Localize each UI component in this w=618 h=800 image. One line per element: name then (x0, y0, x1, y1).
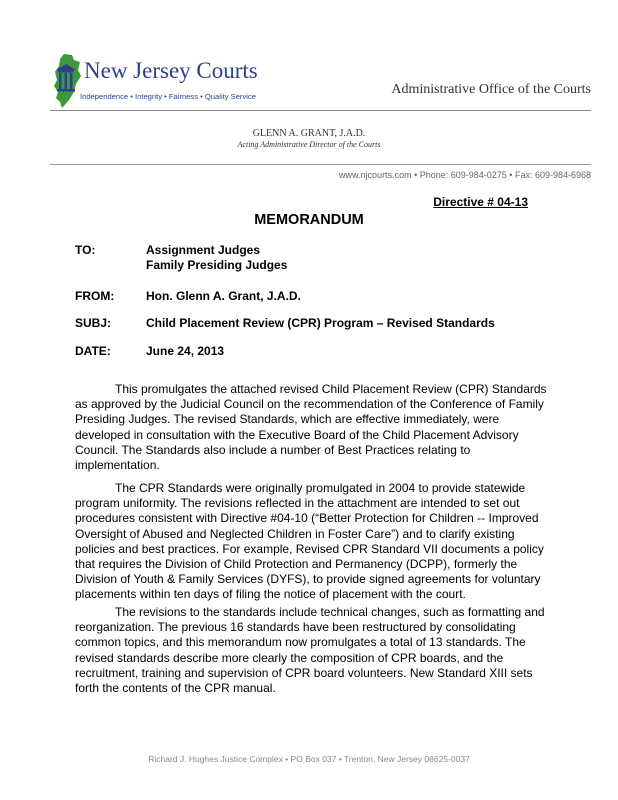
paragraph-text: This promulgates the attached revised Child Placement Review (CPR) Standards as approved by the Judicial Council on the recommendation of the Conference of Family Presiding Judges. The revised Standards, which are effective immediately, were developed in consultation with the Executive Board of the Child Placement Advisory Council. The Standards also include a number of Best Practices relating to implementation. (75, 382, 547, 473)
directive-number: Directive # 04-13 (433, 195, 528, 209)
memo-title: MEMORANDUM (254, 212, 364, 228)
to-recipient-1: Assignment Judges (146, 243, 261, 257)
date-value: June 24, 2013 (146, 344, 225, 358)
director-title: Acting Administrative Director of the Courts (237, 140, 381, 149)
contact-line: www.njcourts.com • Phone: 609-984-0275 • Fax: 609-984-6968 (339, 170, 591, 180)
office-name: Administrative Office of the Courts (391, 82, 591, 97)
date-label: DATE: (75, 344, 111, 358)
paragraph-3 (75, 605, 550, 696)
director-block (0, 128, 618, 149)
from-label: FROM: (75, 289, 115, 303)
footer-address: Richard J. Hughes Justice Complex • PO Box 037 • Trenton, New Jersey 08625-0037 (148, 754, 470, 764)
subj-label: SUBJ: (75, 316, 112, 330)
to-value (146, 243, 287, 273)
logo-title: New Jersey Courts (84, 58, 258, 83)
from-value: Hon. Glenn A. Grant, J.A.D. (146, 289, 301, 303)
to-label: TO: (75, 243, 96, 257)
contact-divider (50, 164, 591, 165)
courthouse-state-icon (50, 52, 84, 110)
director-name: GLENN A. GRANT, J.A.D. (252, 128, 366, 139)
paragraph-2 (75, 481, 550, 603)
paragraph-text: The CPR Standards were originally promulgated in 2004 to provide statewide program uniformity. The revisions reflected in the attachment are intended to set out procedures consistent with Directive #04-10 (“Better Protection for Children -- Improved Oversight of Abused and Neglected Children in Foster Care”) and to clarify existing policies and best practices. For example, Revised CPR Standard VII documents a policy that requires the Division of Child Protection and Permanency (DCPP), formerly the Division of Youth & Family Services (DYFS), to provide signed agreements for voluntary placements within ten days of filing the notice of placement with the court. (75, 481, 544, 602)
header-divider (50, 110, 591, 111)
paragraph-1 (75, 382, 550, 473)
to-recipient-2: Family Presiding Judges (146, 258, 288, 272)
subj-value: Child Placement Review (CPR) Program – Revised Standards (146, 316, 495, 330)
logo-tagline: Independence • Integrity • Fairness • Quality Service (80, 92, 256, 101)
paragraph-text: The revisions to the standards include technical changes, such as formatting and reorganization. The previous 16 standards have been restructured by consolidating common topics, and this memorandum now promulgates a total of 13 standards. The revised standards describe more clearly the composition of CPR boards, and the recruitment, training and supervision of CPR board volunteers. New Standard XIII sets forth the contents of the CPR manual. (75, 605, 545, 696)
nj-courts-logo (50, 52, 260, 112)
